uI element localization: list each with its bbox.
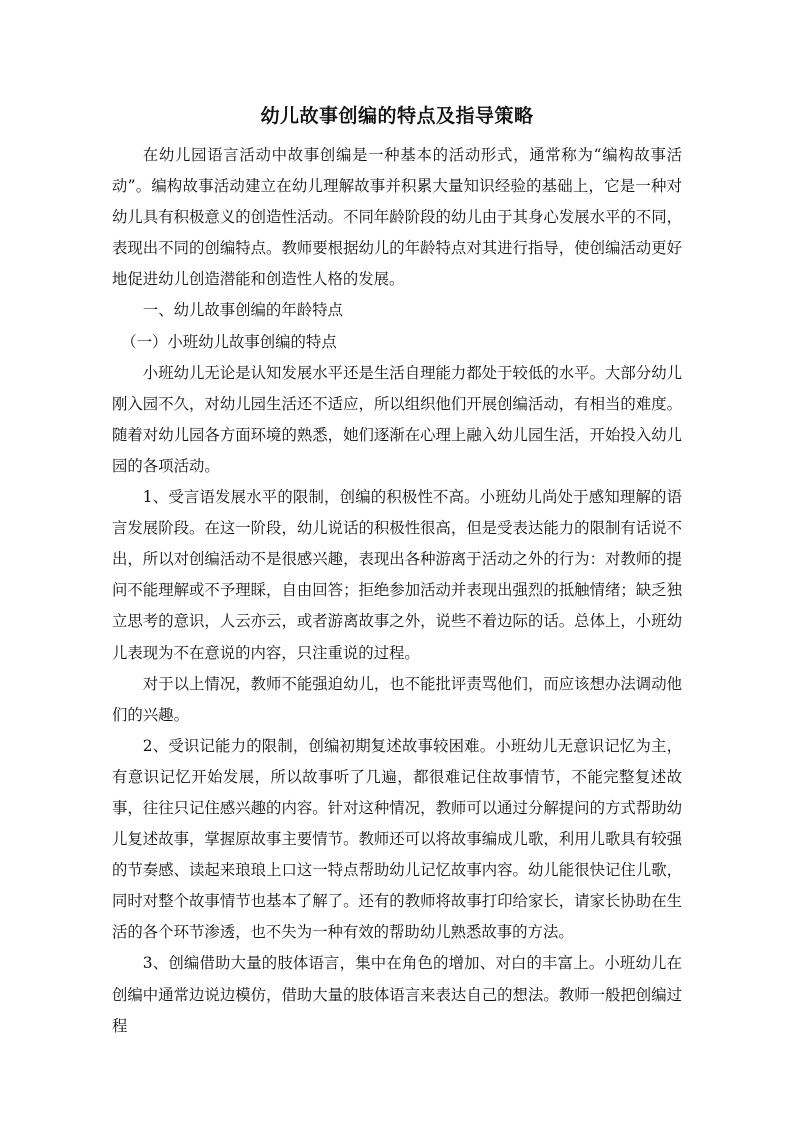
subsection-heading: （一）小班幼儿故事创编的特点 [121, 332, 337, 351]
point-1-paragraph: 1、受言语发展水平的限制，创编的积极性不高。小班幼儿尚处于感知理解的语言发展阶段。在这一阶段，幼儿说话的积极性很高，但是受表达能力的限制有话说不出，所以对创编活动不是很感兴趣，表现出各种游离于活动之外的行为：对教师的提问不能理解或不予理睬，自由回答；拒绝参加活动并表现出强烈的抵触情绪；缺乏独立思考的意识，人云亦云，或者游离故事之外，说些不着边际的话。总体上，小班幼儿表现为不在意说的内容，只注重说的过程。 [112, 488, 682, 662]
point-2-paragraph: 2、受识记能力的限制，创编初期复述故事较困难。小班幼儿无意识记忆为主，有意识记忆开始发展，所以故事听了几遍，都很难记住故事情节，不能完整复述故事，往往只记住感兴趣的内容。针对这种情况，教师可以通过分解提问的方式帮助幼儿复述故事，掌握原故事主要情节。教师还可以将故事编成儿歌，利用儿歌具有较强的节奏感、读起来琅琅上口这一特点帮助幼儿记忆故事内容。幼儿能很快记住儿歌，同时对整个故事情节也基本了解了。还有的教师将故事打印给家长，请家长协助在生活的各个环节渗透，也不失为一种有效的帮助幼儿熟悉故事的方法。 [112, 736, 682, 942]
section-heading: 一、幼儿故事创编的年龄特点 [142, 301, 343, 320]
document-title: 幼儿故事创编的特点及指导策略 [260, 105, 534, 127]
overview-paragraph: 小班幼儿无论是认知发展水平还是生活自理能力都处于较低的水平。大部分幼儿刚入园不久，对幼儿园生活还不适应，所以组织他们开展创编活动，有相当的难度。随着对幼儿园各方面环境的熟悉，她们逐渐在心理上融入幼儿园生活，开始投入幼儿园的各项活动。 [112, 363, 682, 475]
intro-paragraph: 在幼儿园语言活动中故事创编是一种基本的活动形式，通常称为“编构故事活动”。编构故事活动建立在幼儿理解故事并积累大量知识经验的基础上，它是一种对幼儿具有积极意义的创造性活动。不同年龄阶段的幼儿由于其身心发展水平的不同，表现出不同的创编特点。教师要根据幼儿的年龄特点对其进行指导，使创编活动更好地促进幼儿创造潜能和创造性人格的发展。 [112, 146, 682, 289]
point-1-followup-paragraph: 对于以上情况，教师不能强迫幼儿，也不能批评责骂他们，而应该想办法调动他们的兴趣。 [112, 674, 682, 724]
point-3-paragraph: 3、创编借助大量的肢体语言，集中在角色的增加、对白的丰富上。小班幼儿在创编中通常边说边模仿，借助大量的肢体语言来表达自己的想法。教师一般把创编过程 [112, 954, 682, 1035]
document-body [112, 140, 682, 1042]
